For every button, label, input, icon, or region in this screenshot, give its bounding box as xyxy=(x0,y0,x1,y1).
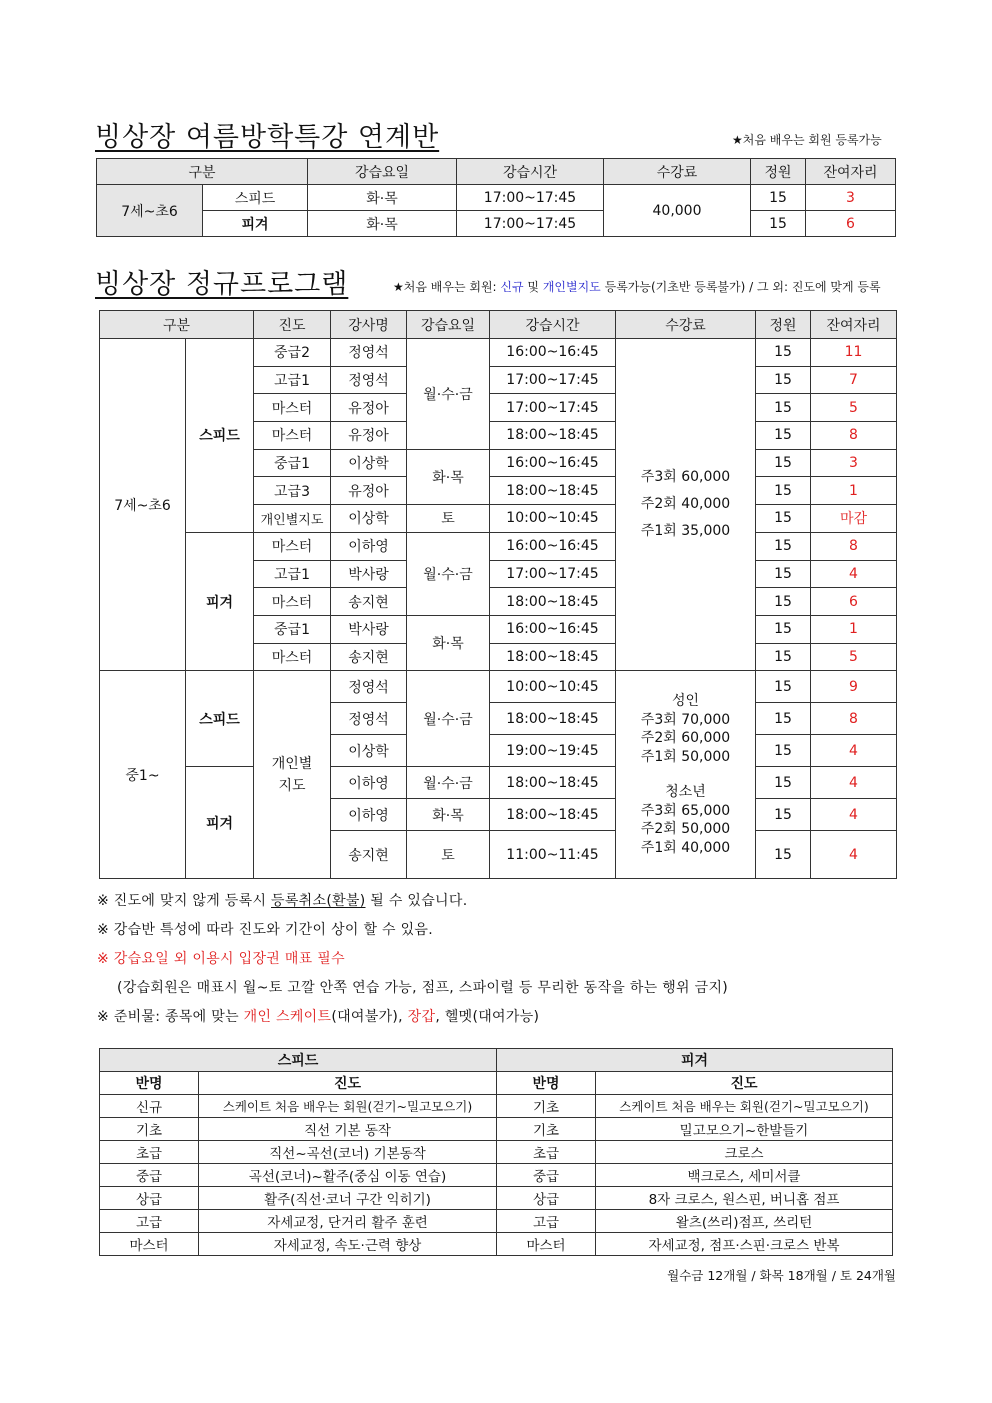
table-row xyxy=(97,211,896,237)
time-cell: 17:00~17:45 xyxy=(490,394,616,422)
fee-line: 주2회 40,000 xyxy=(640,496,731,513)
note-text: (대여불가), xyxy=(331,1009,408,1025)
days-cell: 토 xyxy=(407,831,490,879)
time-cell: 18:00~18:45 xyxy=(490,799,616,831)
capacity-cell: 15 xyxy=(756,799,811,831)
capacity-cell: 15 xyxy=(756,449,811,477)
summer-note: ★처음 배우는 회원 등록가능 xyxy=(732,133,882,147)
duration-footer: 월수금 12개월 / 화목 18개월 / 토 24개월 xyxy=(667,1268,896,1283)
time-cell: 18:00~18:45 xyxy=(490,477,616,505)
figure-class: 기초 xyxy=(497,1118,596,1141)
remaining-cell: 4 xyxy=(811,799,897,831)
table-row xyxy=(100,767,897,799)
fee-line: 주3회 60,000 xyxy=(640,469,731,486)
speed-desc: 직선~곡선(코너) 기본동작 xyxy=(199,1141,497,1164)
regular-header-level: 진도 xyxy=(254,311,331,339)
regular-header-days: 강습요일 xyxy=(407,311,490,339)
days-cell: 월·수·금 xyxy=(407,671,490,767)
figure-desc: 자세교정, 점프·스핀·크로스 반복 xyxy=(596,1233,893,1256)
time-cell: 10:00~10:45 xyxy=(490,505,616,533)
remaining-cell: 6 xyxy=(811,588,897,616)
note-text: , 헬멧(대여가능) xyxy=(435,1009,540,1025)
regular-note-text: ★처음 배우는 회원: xyxy=(393,280,501,294)
figure-desc: 밀고모으기~한발들기 xyxy=(596,1118,893,1141)
speed-desc: 스케이트 처음 배우는 회원(걷기~밀고모으기) xyxy=(199,1095,497,1118)
summer-capacity: 15 xyxy=(751,185,806,211)
teacher-cell: 박사랑 xyxy=(331,560,407,588)
kids-fee xyxy=(616,339,756,671)
note-5 xyxy=(97,1003,728,1032)
figure-class: 중급 xyxy=(497,1164,596,1187)
days-cell: 월·수·금 xyxy=(407,339,490,450)
speed-class: 초급 xyxy=(100,1141,199,1164)
level-cell: 마스터 xyxy=(254,532,331,560)
capacity-cell: 15 xyxy=(756,477,811,505)
figure-class: 기초 xyxy=(497,1095,596,1118)
capacity-cell: 15 xyxy=(756,532,811,560)
teacher-cell: 이하영 xyxy=(331,532,407,560)
figure-desc: 스케이트 처음 배우는 회원(걷기~밀고모으기) xyxy=(596,1095,893,1118)
time-cell: 16:00~16:45 xyxy=(490,532,616,560)
regular-header-capacity: 정원 xyxy=(756,311,811,339)
time-cell: 16:00~16:45 xyxy=(490,615,616,643)
figure-desc: 백크로스, 세미서클 xyxy=(596,1164,893,1187)
time-cell: 18:00~18:45 xyxy=(490,643,616,671)
remaining-cell: 8 xyxy=(811,703,897,735)
fee-line: 주1회 50,000 xyxy=(640,748,731,765)
speed-class: 중급 xyxy=(100,1164,199,1187)
teacher-cell: 이하영 xyxy=(331,767,407,799)
summer-header-remaining: 잔여자리 xyxy=(806,159,896,185)
regular-note-individual: 개인별지도 xyxy=(542,280,601,294)
note-text: 될 수 있습니다. xyxy=(365,893,468,909)
teacher-cell: 송지현 xyxy=(331,831,407,879)
capacity-cell: 15 xyxy=(756,339,811,367)
teacher-cell: 정영석 xyxy=(331,366,407,394)
figure-desc: 크로스 xyxy=(596,1141,893,1164)
legend-figure-title: 피겨 xyxy=(497,1049,893,1072)
summer-time: 17:00~17:45 xyxy=(457,211,604,237)
time-cell: 10:00~10:45 xyxy=(490,671,616,703)
regular-header-time: 강습시간 xyxy=(490,311,616,339)
remaining-cell: 7 xyxy=(811,366,897,394)
summer-type: 스피드 xyxy=(203,185,308,211)
remaining-cell: 4 xyxy=(811,735,897,767)
teacher-cell: 이상학 xyxy=(331,735,407,767)
capacity-cell: 15 xyxy=(756,588,811,616)
note-3: ※ 강습요일 외 이용시 입장권 매표 필수 xyxy=(97,951,345,967)
table-row xyxy=(100,1164,893,1187)
legend-col-class: 반명 xyxy=(100,1072,199,1095)
teacher-cell: 송지현 xyxy=(331,588,407,616)
capacity-cell: 15 xyxy=(756,615,811,643)
table-row xyxy=(100,532,897,560)
figure-desc: 8자 크로스, 원스핀, 버니홉 점프 xyxy=(596,1187,893,1210)
speed-desc: 자세교정, 단거리 활주 훈련 xyxy=(199,1210,497,1233)
remaining-cell: 4 xyxy=(811,831,897,879)
table-row xyxy=(100,1095,893,1118)
teacher-cell: 이상학 xyxy=(331,505,407,533)
time-cell: 16:00~16:45 xyxy=(490,339,616,367)
speed-class: 신규 xyxy=(100,1095,199,1118)
fee-label: 성인 xyxy=(671,693,700,710)
level-legend-table xyxy=(99,1048,893,1256)
summer-table xyxy=(96,158,896,237)
capacity-cell: 15 xyxy=(756,643,811,671)
summer-header-time: 강습시간 xyxy=(457,159,604,185)
remaining-cell: 5 xyxy=(811,394,897,422)
summer-header-capacity: 정원 xyxy=(751,159,806,185)
teacher-cell: 박사랑 xyxy=(331,615,407,643)
figure-desc: 왈츠(쓰리)점프, 쓰리턴 xyxy=(596,1210,893,1233)
teacher-cell: 유정아 xyxy=(331,422,407,450)
teacher-cell: 유정아 xyxy=(331,477,407,505)
days-cell: 월·수·금 xyxy=(407,532,490,615)
regular-note-text: 등록가능(기초반 등록불가) / 그 외: 진도에 맞게 등록 xyxy=(600,280,881,294)
level-cell: 중급2 xyxy=(254,339,331,367)
remaining-cell: 4 xyxy=(811,560,897,588)
summer-days: 화·목 xyxy=(308,211,457,237)
time-cell: 18:00~18:45 xyxy=(490,422,616,450)
summer-title: 빙상장 여름방학특강 연계반 xyxy=(95,122,440,153)
adults-fee xyxy=(616,671,756,879)
legend-col-level: 진도 xyxy=(199,1072,497,1095)
legend-speed-title: 스피드 xyxy=(100,1049,497,1072)
remaining-cell: 1 xyxy=(811,477,897,505)
speed-class: 상급 xyxy=(100,1187,199,1210)
days-cell: 화·목 xyxy=(407,615,490,670)
time-cell: 18:00~18:45 xyxy=(490,767,616,799)
speed-desc: 활주(직선·코너 구간 익히기) xyxy=(199,1187,497,1210)
note-text: ※ 준비물: 종목에 맞는 xyxy=(97,1009,244,1025)
adults-level-line: 개인별 xyxy=(271,755,313,772)
time-cell: 11:00~11:45 xyxy=(490,831,616,879)
time-cell: 16:00~16:45 xyxy=(490,449,616,477)
summer-remaining: 6 xyxy=(806,211,896,237)
time-cell: 19:00~19:45 xyxy=(490,735,616,767)
level-cell: 마스터 xyxy=(254,588,331,616)
kids-group: 7세~초6 xyxy=(100,339,186,671)
summer-capacity: 15 xyxy=(751,211,806,237)
figure-class: 마스터 xyxy=(497,1233,596,1256)
speed-class: 고급 xyxy=(100,1210,199,1233)
speed-class: 기초 xyxy=(100,1118,199,1141)
regular-note-text: 및 xyxy=(523,280,543,294)
time-cell: 18:00~18:45 xyxy=(490,588,616,616)
table-row xyxy=(100,1233,893,1256)
capacity-cell: 15 xyxy=(756,831,811,879)
time-cell: 17:00~17:45 xyxy=(490,366,616,394)
teacher-cell: 정영석 xyxy=(331,671,407,703)
capacity-cell: 15 xyxy=(756,703,811,735)
table-row xyxy=(100,1210,893,1233)
summer-days: 화·목 xyxy=(308,185,457,211)
level-cell: 개인별지도 xyxy=(254,505,331,533)
fee-line: 주1회 35,000 xyxy=(640,523,731,540)
remaining-cell: 9 xyxy=(811,671,897,703)
table-row xyxy=(100,1118,893,1141)
regular-note-new: 신규 xyxy=(500,280,524,294)
capacity-cell: 15 xyxy=(756,767,811,799)
summer-fee: 40,000 xyxy=(604,185,751,237)
regular-title: 빙상장 정규프로그램 xyxy=(95,269,349,300)
summer-type: 피겨 xyxy=(203,211,308,237)
note-text: ※ 진도에 맞지 않게 등록시 xyxy=(97,893,272,909)
figure-class: 고급 xyxy=(497,1210,596,1233)
regular-header-category: 구분 xyxy=(100,311,254,339)
fee-line: 주3회 65,000 xyxy=(640,802,731,819)
table-row xyxy=(100,1141,893,1164)
level-cell: 고급1 xyxy=(254,560,331,588)
remaining-cell: 11 xyxy=(811,339,897,367)
time-cell: 17:00~17:45 xyxy=(490,560,616,588)
level-cell: 중급1 xyxy=(254,615,331,643)
speed-class: 마스터 xyxy=(100,1233,199,1256)
fee-line: 주2회 60,000 xyxy=(640,730,731,747)
capacity-cell: 15 xyxy=(756,735,811,767)
teacher-cell: 정영석 xyxy=(331,339,407,367)
table-row xyxy=(97,185,896,211)
teacher-cell: 이하영 xyxy=(331,799,407,831)
regular-table xyxy=(99,310,897,879)
remaining-cell: 5 xyxy=(811,643,897,671)
capacity-cell: 15 xyxy=(756,366,811,394)
capacity-cell: 15 xyxy=(756,394,811,422)
kids-speed-label: 스피드 xyxy=(186,339,254,533)
time-cell: 18:00~18:45 xyxy=(490,703,616,735)
remaining-cell: 마감 xyxy=(811,505,897,533)
remaining-cell: 4 xyxy=(811,767,897,799)
note-skates: 개인 스케이트 xyxy=(243,1009,332,1025)
kids-figure-label: 피겨 xyxy=(186,532,254,670)
remaining-cell: 1 xyxy=(811,615,897,643)
capacity-cell: 15 xyxy=(756,422,811,450)
note-gloves: 장갑 xyxy=(407,1009,436,1025)
days-cell: 화·목 xyxy=(407,449,490,504)
speed-desc: 곡선(코너)~활주(중심 이동 연습) xyxy=(199,1164,497,1187)
level-cell: 마스터 xyxy=(254,394,331,422)
summer-header-days: 강습요일 xyxy=(308,159,457,185)
teacher-cell: 정영석 xyxy=(331,703,407,735)
fee-line: 주1회 40,000 xyxy=(640,839,731,856)
summer-group: 7세~초6 xyxy=(97,185,203,237)
days-cell: 토 xyxy=(407,505,490,533)
level-cell: 마스터 xyxy=(254,422,331,450)
regular-header-teacher: 강사명 xyxy=(331,311,407,339)
adults-level-line: 지도 xyxy=(278,777,306,794)
level-cell: 고급1 xyxy=(254,366,331,394)
regular-note xyxy=(393,278,881,295)
table-row xyxy=(100,339,897,367)
teacher-cell: 유정아 xyxy=(331,394,407,422)
note-2: ※ 강습반 특성에 따라 진도와 기간이 상이 할 수 있음. xyxy=(97,922,434,938)
days-cell: 월·수·금 xyxy=(407,767,490,799)
level-cell: 중급1 xyxy=(254,449,331,477)
note-refund: 등록취소(환불) xyxy=(271,893,366,909)
adults-group: 중1~ xyxy=(100,671,186,879)
remaining-cell: 3 xyxy=(811,449,897,477)
figure-class: 초급 xyxy=(497,1141,596,1164)
regular-header-remaining: 잔여자리 xyxy=(811,311,897,339)
capacity-cell: 15 xyxy=(756,671,811,703)
days-cell: 화·목 xyxy=(407,799,490,831)
legend-col-class: 반명 xyxy=(497,1072,596,1095)
summer-remaining: 3 xyxy=(806,185,896,211)
remaining-cell: 8 xyxy=(811,422,897,450)
remaining-cell: 8 xyxy=(811,532,897,560)
table-row xyxy=(100,1187,893,1210)
adults-speed-label: 스피드 xyxy=(186,671,254,767)
fee-label: 청소년 xyxy=(665,784,706,801)
speed-desc: 직선 기본 동작 xyxy=(199,1118,497,1141)
notes xyxy=(97,887,728,1032)
level-cell: 마스터 xyxy=(254,643,331,671)
summer-header-category: 구분 xyxy=(97,159,308,185)
summer-header-fee: 수강료 xyxy=(604,159,751,185)
adults-figure-label: 피겨 xyxy=(186,767,254,879)
teacher-cell: 송지현 xyxy=(331,643,407,671)
regular-header-fee: 수강료 xyxy=(616,311,756,339)
fee-line: 주3회 70,000 xyxy=(640,711,731,728)
legend-col-level: 진도 xyxy=(596,1072,893,1095)
table-row xyxy=(100,671,897,703)
note-4: (강습회원은 매표시 월~토 고깔 안쪽 연습 가능, 점프, 스파이럴 등 무리한 동작을 하는 행위 금지) xyxy=(117,980,729,996)
note-1 xyxy=(97,887,728,916)
capacity-cell: 15 xyxy=(756,505,811,533)
capacity-cell: 15 xyxy=(756,560,811,588)
fee-line: 주2회 50,000 xyxy=(640,821,731,838)
teacher-cell: 이상학 xyxy=(331,449,407,477)
figure-class: 상급 xyxy=(497,1187,596,1210)
adults-level xyxy=(254,671,331,879)
summer-time: 17:00~17:45 xyxy=(457,185,604,211)
level-cell: 고급3 xyxy=(254,477,331,505)
speed-desc: 자세교정, 속도·근력 향상 xyxy=(199,1233,497,1256)
